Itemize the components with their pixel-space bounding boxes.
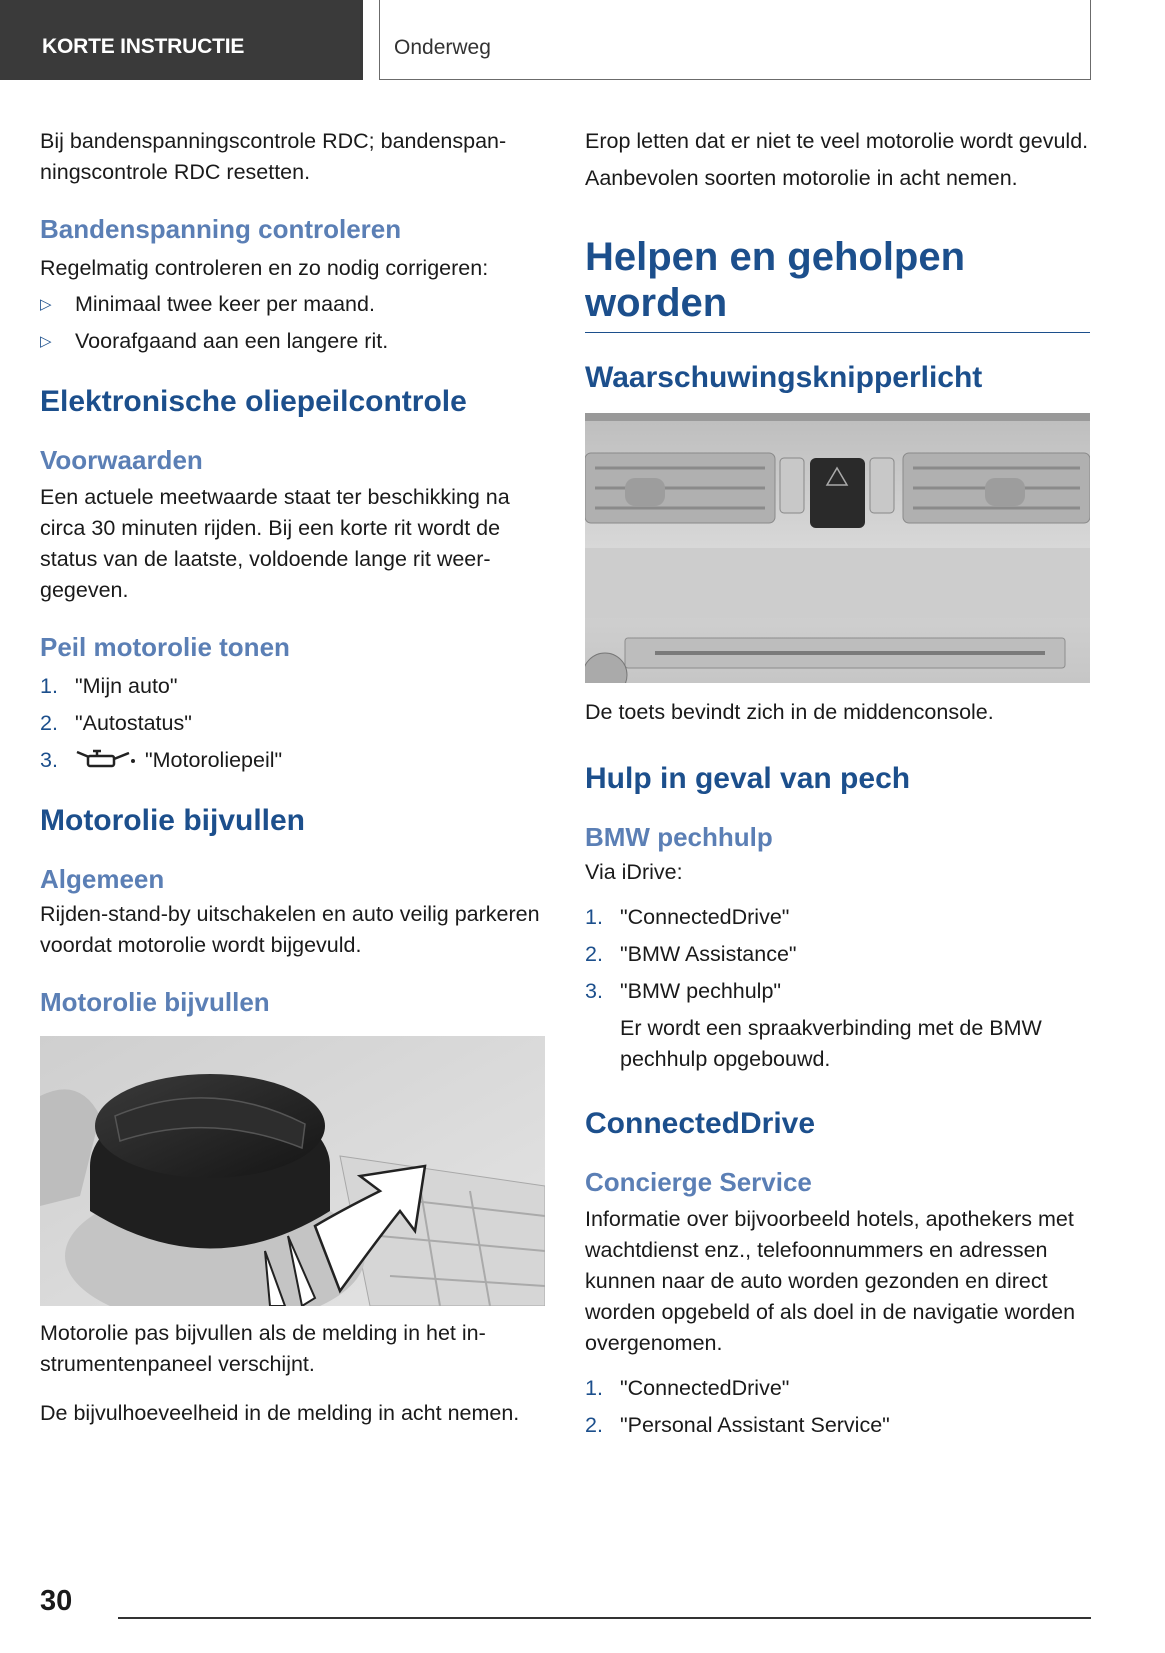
step-number: 1. (40, 674, 58, 698)
hazard-heading: Waarschuwingsknipperlicht (585, 361, 983, 394)
concierge-heading: Concierge Service (585, 1167, 812, 1197)
footer-divider (118, 1617, 1091, 1619)
list-item (585, 939, 1090, 970)
step-number: 2. (40, 711, 58, 735)
right-column (585, 126, 1090, 1441)
list-item (585, 976, 1090, 1007)
list-item (585, 1410, 1090, 1441)
section-label: KORTE INSTRUCTIE (42, 35, 245, 58)
refill-note-1: Motorolie pas bijvullen als de melding in het instrumentenpaneel verschijnt. (40, 1321, 486, 1376)
concierge-steps (585, 1373, 1090, 1441)
list-item (40, 289, 545, 320)
list-item (40, 326, 545, 357)
chapter-heading: Helpen en geholpen worden (585, 234, 1090, 333)
section-tab (0, 0, 363, 80)
chapter-tab (379, 0, 1091, 80)
oil-can-icon (75, 748, 137, 770)
list-item (40, 708, 545, 739)
breakdown-steps (585, 902, 1090, 1007)
step-text: "BMW Assistance" (620, 942, 797, 966)
voice-connection-note: Er wordt een spraakverbinding met de BMW pechhulp opgebouwd. (620, 1016, 1042, 1071)
tire-check-text: Regelmatig controleren en zo nodig corrigeren: (40, 256, 489, 280)
step-text: "Motoroliepeil" (145, 748, 283, 772)
oil-refill-heading: Motorolie bijvullen (40, 804, 306, 837)
step-number: 3. (40, 748, 58, 772)
tire-reset-text: Bij bandenspanningscontrole RDC; bandenspanningscontrole RDC resetten. (40, 129, 507, 184)
list-item-text: Voorafgaand aan een langere rit. (75, 329, 389, 353)
list-item (40, 671, 545, 702)
page-number: 30 (40, 1585, 73, 1617)
step-text: "BMW pechhulp" (620, 979, 782, 1003)
oil-cap-illustration (40, 1036, 545, 1306)
breakdown-heading: Hulp in geval van pech (585, 762, 911, 795)
tire-check-list (40, 289, 545, 357)
connecteddrive-heading: ConnectedDrive (585, 1107, 816, 1140)
conditions-heading: Voorwaarden (40, 445, 203, 475)
list-item (585, 1373, 1090, 1404)
general-text: Rijden-stand-by uitschakelen en auto veilig parkeren voordat motorolie wordt bijgevuld. (40, 902, 540, 957)
step-text: "Autostatus" (75, 711, 192, 735)
step-number: 2. (585, 942, 603, 966)
overfill-note: Erop letten dat er niet te veel motorolie wordt gevuld. (585, 129, 1089, 153)
general-heading: Algemeen (40, 864, 165, 894)
chapter-label: Onderweg (394, 36, 491, 59)
triangle-bullet-icon: ▷ (40, 333, 52, 350)
list-item (40, 745, 545, 776)
step-number: 1. (585, 905, 603, 929)
step-text: "ConnectedDrive" (620, 1376, 790, 1400)
via-idrive-text: Via iDrive: (585, 860, 683, 884)
oil-types-note: Aanbevolen soorten motorolie in acht nemen. (585, 166, 1018, 190)
tire-check-heading: Bandenspanning controleren (40, 214, 402, 244)
step-number: 3. (585, 979, 603, 1003)
hazard-caption: De toets bevindt zich in de middenconsole. (585, 700, 994, 724)
show-oil-steps (40, 671, 545, 776)
refill-note-2: De bijvulhoeveelheid in de melding in acht nemen. (40, 1401, 520, 1425)
step-text: "Personal Assistant Service" (620, 1413, 890, 1437)
step-number: 2. (585, 1413, 603, 1437)
show-oil-heading: Peil motorolie tonen (40, 632, 290, 662)
left-column (40, 126, 545, 1429)
refill-heading: Motorolie bijvullen (40, 987, 270, 1017)
oil-control-heading: Elektronische oliepeilcontrole (40, 385, 467, 418)
hazard-button-illustration (585, 413, 1090, 683)
concierge-text: Informatie over bijvoorbeeld hotels, apothekers met wachtdienst enz., telefoonnummers en adressen kunnen naar de auto worden gezonden en direct worden opgebeld of als doel in de navigatie worden overgenomen. (585, 1207, 1076, 1355)
step-number: 1. (585, 1376, 603, 1400)
step-text: "ConnectedDrive" (620, 905, 790, 929)
list-item (585, 902, 1090, 933)
bmw-breakdown-heading: BMW pechhulp (585, 822, 773, 852)
step-text: "Mijn auto" (75, 674, 178, 698)
conditions-text: Een actuele meetwaarde staat ter beschikking na circa 30 minuten rijden. Bij een korte rit wordt de status van de laatste, voldoende lange rit weergegeven. (40, 485, 510, 602)
triangle-bullet-icon: ▷ (40, 296, 52, 313)
list-item-text: Minimaal twee keer per maand. (75, 292, 375, 316)
